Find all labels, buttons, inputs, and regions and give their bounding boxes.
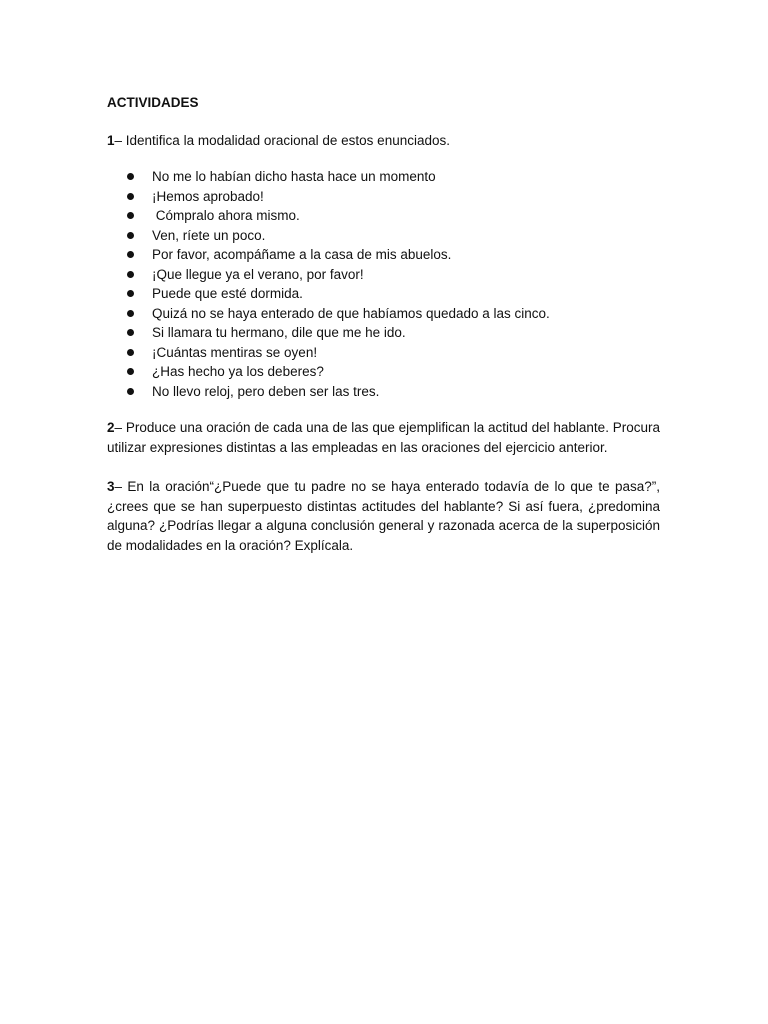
list-item-text: ¡Cuántas mentiras se oyen! [152,344,318,360]
bullet-icon [127,251,134,258]
question-1-text: Identifica la modalidad oracional de estos enunciados. [125,132,450,148]
list-item-text: Si llamara tu hermano, dile que me he ido. [152,325,406,340]
bullet-icon [127,271,134,278]
paragraph-gap [107,457,660,477]
list-item [107,343,660,363]
question-3 [107,477,660,555]
bullet-icon [127,173,134,180]
question-2-text: Produce una oración de cada una de las que ejemplifican la actitud del hablante. Procura utilizar expresiones distintas a las empleadas en las oraciones del ejercicio anterior. [107,420,661,455]
list-item-text: No me lo habían dicho hasta hace un momento [152,169,436,184]
list-item-text: Ven, ríete un poco. [152,227,266,243]
list-item-text: Cómpralo ahora mismo. [152,208,300,223]
bullet-icon [127,388,134,395]
list-item-text: ¿Has hecho ya los deberes? [152,364,324,379]
list-item-text: ¡Que llegue ya el verano, por favor! [152,266,364,282]
bullet-icon [127,349,134,356]
question-2-dash: – [114,420,126,435]
list-item-text: ¡Hemos aprobado! [152,188,264,204]
document-page [107,93,660,555]
list-item [107,167,660,187]
question-1 [107,131,660,151]
list-item-text: Por favor, acompáñame a la casa de mis abuelos. [152,247,452,262]
list-item [107,245,660,265]
list-item [107,323,660,343]
document-title: ACTIVIDADES [107,95,199,110]
bullet-icon [127,232,134,239]
list-item [107,206,660,226]
list-item-text: Puede que esté dormida. [152,286,303,301]
question-3-number: 3 [107,479,115,494]
question-2-number: 2 [107,420,115,435]
list-item [107,284,660,304]
bullet-icon [127,290,134,297]
list-item-text: No llevo reloj, pero deben ser las tres. [152,383,380,399]
sentence-list [107,167,660,401]
question-3-text: En la oración“¿Puede que tu padre no se haya enterado todavía de lo que te pasa?”, ¿crees que se han superpuesto distintas actitudes del hablante? Si así fuera, ¿predomina alguna? ¿Podrías llegar a alguna conclusión general y razonada acerca de la superposición de modalidades en la oración? Explícala. [107,479,660,553]
question-1-dash: – [114,132,126,148]
list-item [107,226,660,246]
list-item [107,304,660,324]
bullet-icon [127,310,134,317]
list-item-text: Quizá no se haya enterado de que habíamos quedado a las cinco. [152,305,550,321]
bullet-icon [127,212,134,219]
question-3-dash: – [114,479,128,494]
list-item [107,382,660,402]
bullet-icon [127,368,134,375]
question-2 [107,418,660,457]
list-item [107,187,660,207]
list-item [107,265,660,285]
question-1-number: 1 [107,132,115,148]
list-item [107,362,660,382]
bullet-icon [127,193,134,200]
bullet-icon [127,329,134,336]
